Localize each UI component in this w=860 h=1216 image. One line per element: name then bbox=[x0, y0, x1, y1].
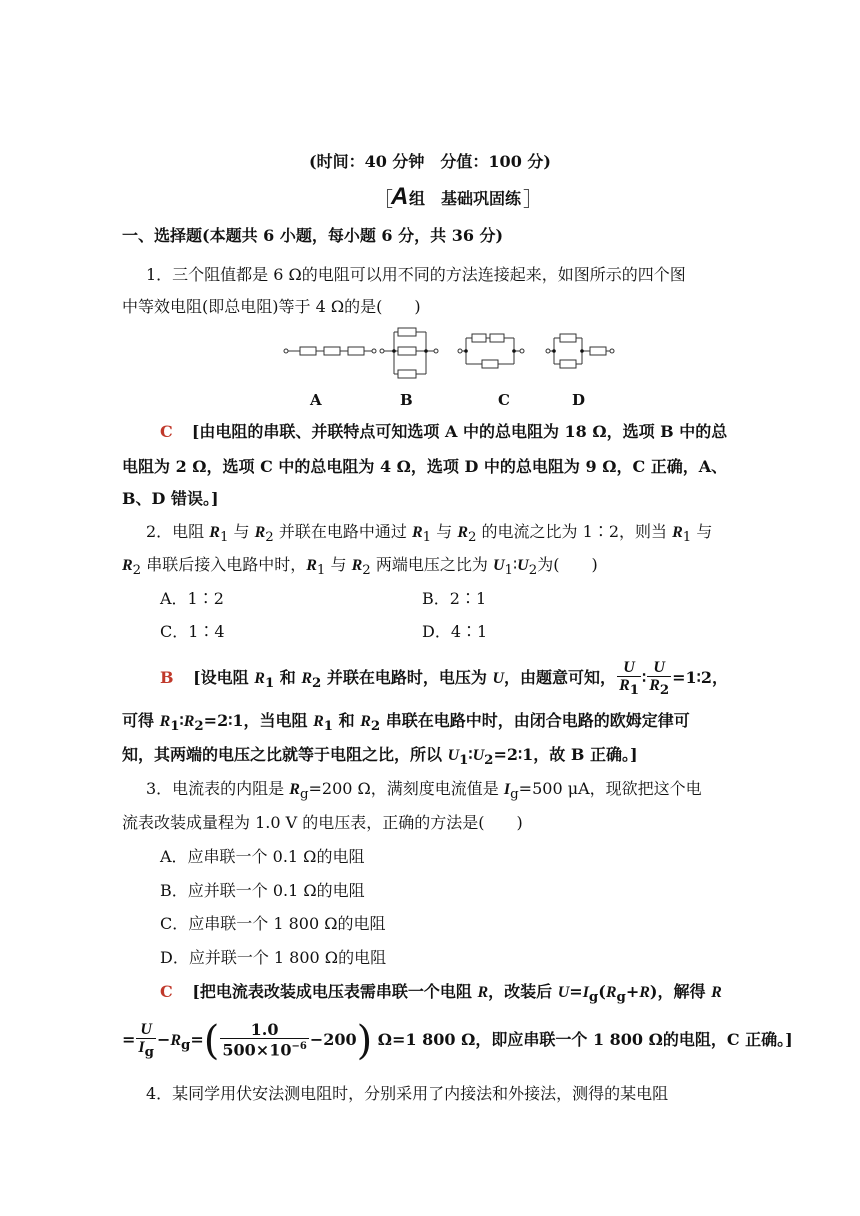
q1-text-line2: 中等效电阻(即总电阻)等于 4 Ω的是( ) bbox=[122, 297, 421, 316]
q1-answer: C bbox=[160, 422, 173, 441]
q2-option-a: A．1∶2 bbox=[160, 589, 224, 608]
q4-text-line1: 4．某同学用伏安法测电阻时，分别采用了内接法和外接法，测得的某电阻 bbox=[146, 1084, 669, 1103]
q1-text-line1: 1．三个阻值都是 6 Ω的电阻可以用不同的方法连接起来，如图所示的四个图 bbox=[146, 265, 686, 284]
section-title: 一、选择题(本题共 6 小题，每小题 6 分，共 36 分) bbox=[122, 226, 504, 245]
q2-explanation-line3: 知，其两端的电压之比就等于电阻之比，所以 $U_1∶U_2=2∶1$，故 B 正确。] bbox=[122, 745, 638, 769]
bracket-right: ］ bbox=[523, 187, 543, 211]
bracket-left: ［ bbox=[373, 187, 393, 211]
group-title: 组 基础巩固练 bbox=[409, 189, 522, 208]
group-letter: A bbox=[391, 183, 409, 210]
q1-label-c: C bbox=[498, 391, 510, 409]
q1-explanation-line1 bbox=[160, 421, 727, 443]
q1-explanation-line2: 电阻为 2 Ω，选项 C 中的总电阻为 4 Ω，选项 D 中的总电阻为 9 Ω，C 正确，A、 bbox=[122, 457, 728, 476]
q3-text-line2: 流表改装成量程为 1.0 V 的电压表，正确的方法是( ) bbox=[122, 813, 523, 832]
fraction-u-r2: $\frac{U}{R_2}$ bbox=[649, 658, 670, 699]
q1-label-d: D bbox=[572, 391, 586, 409]
q3-text-line1: 3．电流表的内阻是 $R_g=200$ Ω，满刻度电流值是 $I_g=500$ μA，现欲把这个电 bbox=[146, 779, 702, 803]
q2-option-c: C．1∶4 bbox=[160, 622, 225, 641]
q2-text-line1: 2．电阻 $R_1$ 与 $R_2$ 并联在电路中通过 $R_1$ 与 $R_2$ 的电流之比为 1∶2，则当 $R_1$ 与 bbox=[146, 522, 713, 546]
q1-label-a: A bbox=[310, 391, 322, 409]
q1-exp1: [由电阻的串联、并联特点可知选项 A 中的总电阻为 18 Ω，选项 B 中的总 bbox=[191, 422, 728, 441]
q1-circuit-figures bbox=[280, 320, 620, 384]
q3-option-b: B．应并联一个 0.1 Ω的电阻 bbox=[160, 881, 365, 900]
q2-answer: B bbox=[160, 668, 174, 687]
fraction-u-r1: $\frac{U}{R_1}$ bbox=[619, 658, 640, 699]
q3-option-a: A．应串联一个 0.1 Ω的电阻 bbox=[160, 847, 365, 866]
group-a-heading bbox=[373, 183, 543, 212]
fraction-voltage-current: $\frac{1.0}{500\times 10^{-6}}$ bbox=[222, 1020, 307, 1060]
q3-answer: C bbox=[160, 982, 173, 1001]
q3-explanation-line1: C [把电流表改装成电压表需串联一个电阻 R，改装后 $U=I_g(R_g+R)$，解得 R bbox=[160, 982, 722, 1006]
q2-option-d: D．4∶1 bbox=[422, 622, 488, 641]
q2-text-line2: $R_2$ 串联后接入电路中时，$R_1$ 与 $R_2$ 两端电压之比为 $U_1∶U_2$为( ) bbox=[122, 555, 598, 579]
q2-option-b: B．2∶1 bbox=[422, 589, 487, 608]
q3-option-d: D．应并联一个 1 800 Ω的电阻 bbox=[160, 948, 387, 967]
q1-label-b: B bbox=[400, 391, 413, 409]
q1-explanation-line3: B、D 错误。] bbox=[122, 489, 219, 508]
q2-explanation-line1: B [设电阻 $R_1$ 和 $R_2$ 并联在电路时，电压为 U，由题意可知， $\frac{U}{R_1}$ ∶ $\frac{U}{R_2}$ =1∶2， bbox=[160, 658, 728, 699]
fraction-u-ig: $\frac{U}{I_g}$ bbox=[138, 1020, 154, 1061]
q3-option-c: C．应串联一个 1 800 Ω的电阻 bbox=[160, 914, 386, 933]
q3-explanation-line2: = $\frac{U}{I_g}$ $-R_g=$( $\frac{1.0}{500\times 10^{-6}}$ −200) Ω=1 800 Ω，即应串联一个 1 800 Ω的电阻，C 正确。] bbox=[122, 1017, 793, 1064]
q2-explanation-line2: 可得 $R_1∶R_2=2∶1$，当电阻 $R_1$ 和 $R_2$ 串联在电路中时，由闭合电路的欧姆定律可 bbox=[122, 711, 690, 735]
test-header: (时间：40 分钟 分值：100 分) bbox=[309, 152, 551, 171]
